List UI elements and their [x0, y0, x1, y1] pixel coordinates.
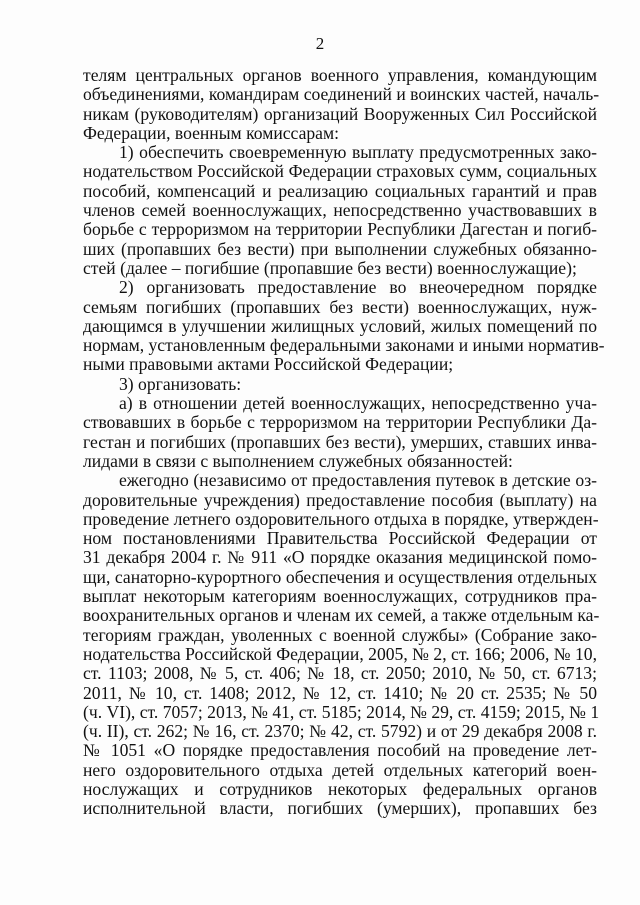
text-line: нодательством Российской Федерации страховых сумм, социальных	[83, 161, 597, 182]
text-line: никам (руководителям) организаций Вооруженных Сил Российской	[83, 103, 597, 124]
text-line: него оздоровительного отдыха детей отдельных категорий воен-	[83, 759, 597, 780]
text-line: пособий, компенсаций и реализацию социальных гарантий и прав	[83, 180, 597, 201]
document-body	[83, 65, 605, 819]
text-line: 1) обеспечить своевременную выплату предусмотренных зако-	[119, 142, 597, 163]
text-line: 2011, № 10, ст. 1408; 2012, № 12, ст. 1410; № 20 ст. 2535; № 50	[83, 682, 597, 703]
text-line: 3) организовать:	[119, 373, 242, 394]
text-line: ст. 1103; 2008, № 5, ст. 406; № 18, ст. 2050; 2010, № 50, ст. 6713;	[83, 663, 597, 684]
text-line: а) в отношении детей военнослужащих, непосредственно уча-	[119, 393, 597, 414]
text-line: ными правовыми актами Российской Федерации;	[83, 354, 454, 375]
text-line: исполнительной власти, погибших (умерших), пропавших без	[83, 798, 597, 819]
text-line: ствовавших в борьбе с терроризмом на территории Республики Да-	[83, 412, 597, 433]
text-line: 31 декабря 2004 г. № 911 «О порядке оказания медицинской помо-	[83, 547, 597, 568]
paragraph	[83, 470, 600, 819]
text-line: гестан и погибших (пропавших без вести), умерших, ставших инва-	[83, 431, 597, 452]
text-line: (ч. II), ст. 262; № 16, ст. 2370; № 42, ст. 5792) и от 29 декабря 2008 г.	[83, 721, 597, 742]
text-line: нодательства Российской Федерации, 2005, № 2, ст. 166; 2006, № 10,	[83, 643, 597, 664]
text-line: лидами в связи с выполнением служебных обязанностей:	[83, 450, 513, 471]
text-line: № 1051 «О порядке предоставления пособий на проведение лет-	[83, 740, 597, 761]
paragraph	[83, 65, 600, 143]
text-line: щи, санаторно-курортного обеспечения и осуществления отдельных	[83, 566, 597, 587]
paragraph	[83, 143, 597, 278]
text-line: нослужащих и сотрудников некоторых федеральных органов	[83, 778, 597, 799]
text-line: членов семей военнослужащих, непосредственно участвовавших в	[83, 200, 597, 221]
text-line: воохранительных органов и членам их семей, а также отдельным ка-	[83, 605, 600, 626]
text-line: семьям погибших (пропавших без вести) военнослужащих, нуж-	[83, 296, 597, 317]
paragraph	[83, 375, 597, 394]
text-line: ших (пропавших без вести) при выполнении служебных обязанно-	[83, 238, 597, 259]
text-line: дающимся в улучшении жилищных условий, жилых помещений по	[83, 315, 597, 336]
text-line: нормам, установленным федеральными законами и иными норматив-	[83, 335, 605, 356]
text-line: 2) организовать предоставление во внеочередном порядке	[119, 277, 597, 298]
paragraph	[83, 394, 597, 471]
text-line: Федерации, военным комиссарам:	[83, 122, 340, 143]
page-number: 2	[315, 34, 325, 53]
text-line: доровительные учреждения) предоставление пособия (выплату) на	[83, 489, 597, 510]
text-line: объединениями, командирам соединений и воинских частей, началь-	[83, 84, 600, 105]
text-line: тегориям граждан, уволенных с военной службы» (Собрание зако-	[83, 624, 597, 645]
text-line: ежегодно (независимо от предоставления путевок в детские оз-	[119, 470, 597, 491]
text-line: выплат некоторым категориям военнослужащих, сотрудников пра-	[83, 586, 597, 607]
text-line: проведение летнего оздоровительного отдыха в порядке, утвержден-	[83, 508, 599, 529]
text-line: стей (далее – погибшие (пропавшие без вести) военнослужащие);	[83, 257, 577, 278]
text-line: (ч. VI), ст. 7057; 2013, № 41, ст. 5185; 2014, № 29, ст. 4159; 2015, № 1	[83, 701, 600, 722]
paragraph	[83, 277, 605, 375]
text-line: телям центральных органов военного управления, командующим	[83, 65, 597, 85]
text-line: ном постановлениями Правительства Российской Федерации от	[83, 528, 597, 549]
text-line: борьбе с терроризмом на территории Республики Дагестан и погиб-	[83, 219, 597, 240]
